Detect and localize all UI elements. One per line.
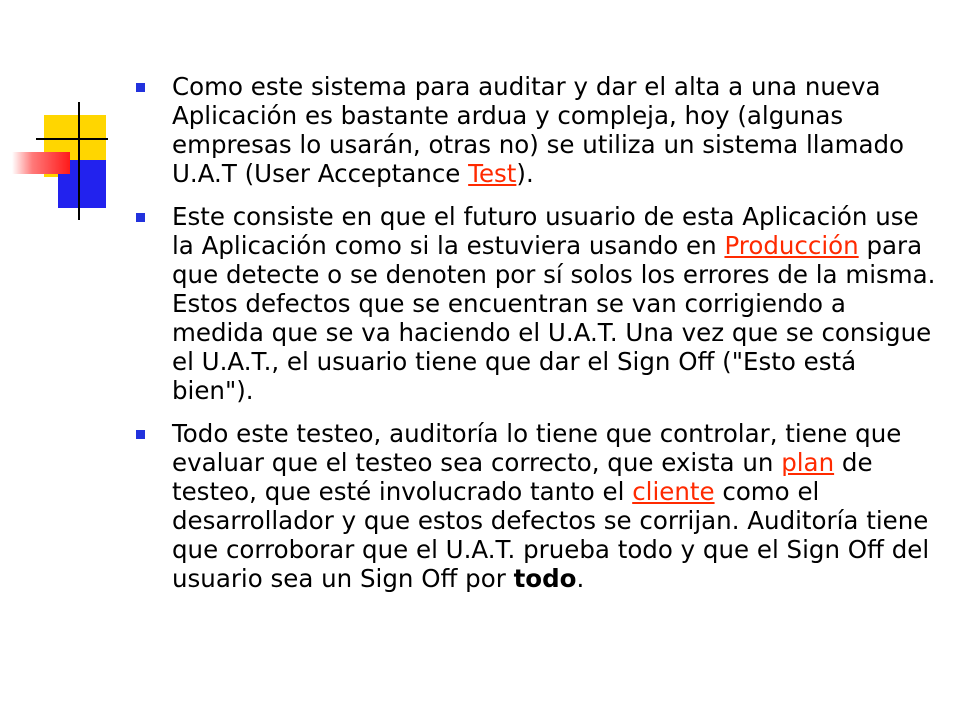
text-segment: como el desarrollador y que estos defectos se corrijan. Auditoría tiene que corroborar que el U.A.T. prueba todo y que el Sign Off del usuario sea un Sign Off por [172,477,930,593]
text-segment: ). [516,159,534,188]
vertical-line-decoration [78,102,80,220]
text-segment: Como este sistema para auditar y dar el alta a una nueva Aplicación es bastante ardua y compleja, hoy (algunas empresas lo usarán, otras no) se utiliza un sistema llamado U.A.T (User Acceptance [172,72,905,188]
link-test[interactable]: Test [468,159,517,188]
text-segment: de testeo, que esté involucrado tanto el [172,448,873,506]
square-bullet-icon [136,430,145,439]
link-produccion[interactable]: Producción [724,231,859,260]
bold-text: todo [513,564,577,593]
square-bullet-icon [136,213,145,222]
square-bullet-icon [136,83,145,92]
slide-decoration-logo [0,0,140,240]
list-item [136,72,936,188]
text-segment: . [576,564,585,593]
link-cliente[interactable]: cliente [632,477,715,506]
text-segment: para que detecte o se denoten por sí solos los errores de la misma. Estos defectos que se encuentran se van corrigiendo a medida que se va haciendo el U.A.T. Una vez que se consigue el U.A.T., el usuario tiene que dar el Sign Off ("Esto está bien"). [172,231,936,405]
list-item [136,419,936,593]
bullet-list [136,72,936,607]
horizontal-line-decoration [36,138,108,140]
red-bar-decoration [12,152,70,174]
text-segment: Este consiste en que el futuro usuario de esta Aplicación use la Aplicación como si la estuviera usando en [172,202,919,260]
link-plan[interactable]: plan [781,448,835,477]
text-segment: Todo este testeo, auditoría lo tiene que controlar, tiene que evaluar que el testeo sea correcto, que exista un [172,419,902,477]
list-item [136,202,936,405]
